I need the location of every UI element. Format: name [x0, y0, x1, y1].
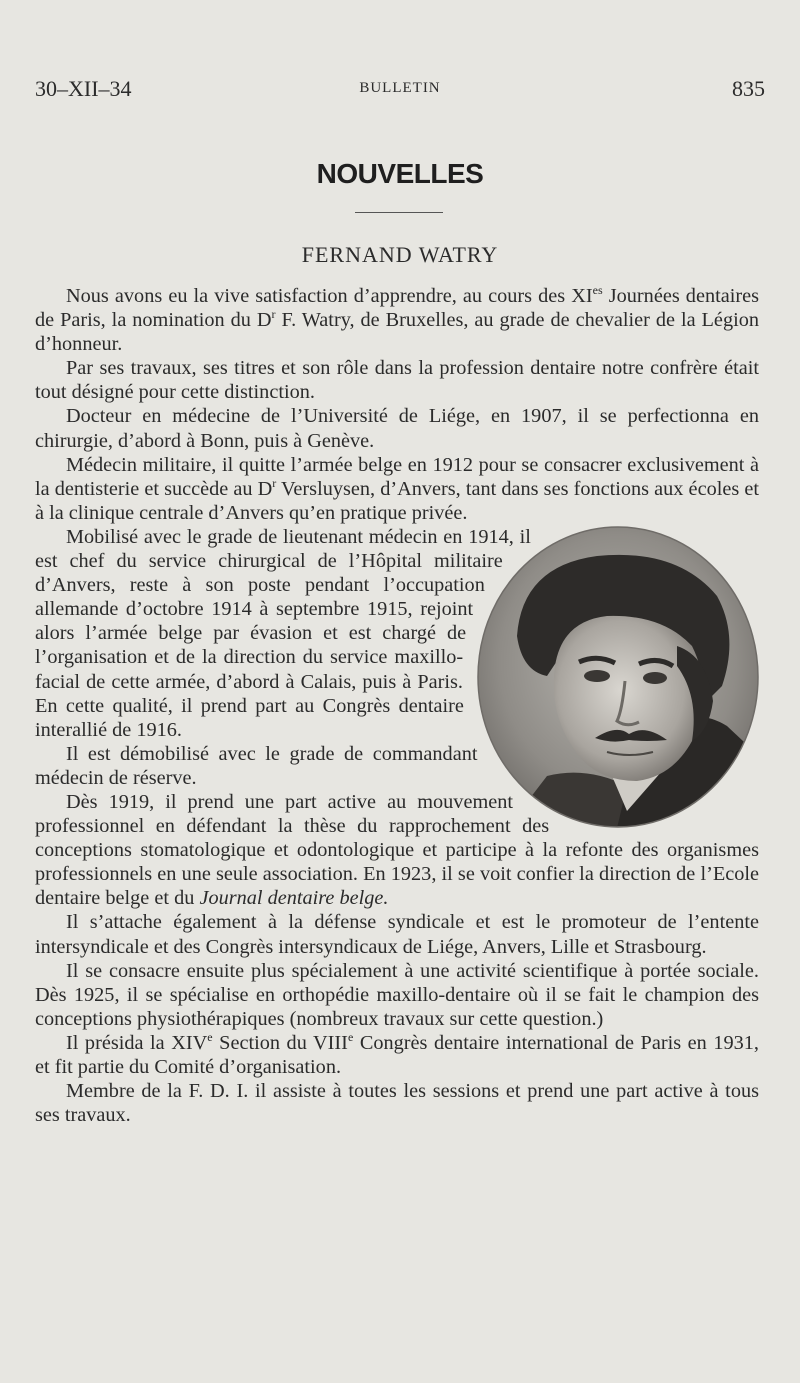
paragraph-9: Il se consacre ensuite plus spécialement à une activité scientifique à portée sociale. Dès 1925, il se spécialise en orthopédie maxillo-dentaire où il se fait le champion des conceptions physiothérapiques (nombreux travaux sur cette question.) [35, 959, 759, 1030]
running-header [35, 76, 765, 106]
article-title: FERNAND WATRY [301, 242, 499, 267]
portrait-photo [477, 526, 759, 828]
paragraph-3: Docteur en médecine de l’Université de Liége, en 1907, il se perfectionna en chirurgie, d’abord à Bonn, puis à Genève. [35, 405, 759, 452]
article-body [35, 284, 759, 1127]
paragraph-4: Médecin militaire, il quitte l’armée belge en 1912 pour se consacrer exclusivement à la dentisterie et succède au $D^r$ Versluysen, d’Anvers, tant dans ses fonctions aux écoles et à la clinique centrale d’Anvers qu’en pratique privée. [35, 453, 759, 524]
section-title: NOUVELLES [316, 158, 484, 189]
header-date: 30–XII–34 [35, 76, 132, 101]
paragraph-5: Mobilisé avec le grade de lieutenant médecin en 1914, il est chef du service chirurgical de l’Hôpital militaire d’Anvers, reste à son poste pendant l’occupation allemande d’octobre 1914 à septembre 1915, rejoint alors l’armée belge par évasion et est chargé de l’organisation et de la direction du service maxillo-facial de cette armée, d’abord à Calais, puis à Paris. En cette qualité, il prend part au Congrès dentaire interallié de 1916. [35, 525, 531, 741]
paragraph-11: Membre de la F. D. I. il assiste à toutes les sessions et prend une part active à tous ses travaux. [35, 1080, 759, 1127]
journal-title: Journal dentaire belge. [199, 887, 389, 910]
paragraph-6: Il est démobilisé avec le grade de commandant médecin de réserve. [35, 742, 478, 789]
page-number: 835 [732, 76, 765, 101]
paragraph-8: Il s’attache également à la défense syndicale et est le promoteur de l’entente intersyndicale et des Congrès intersyndicaux de Liége, Anvers, Lille et Strasbourg. [35, 911, 759, 958]
title-divider [355, 212, 443, 213]
paragraph-2: Par ses travaux, ses titres et son rôle dans la profession dentaire notre confrère était tout désigné pour cette distinction. [35, 357, 759, 404]
header-journal-name: BULLETIN [359, 80, 441, 96]
portrait-image [477, 526, 759, 828]
paragraph-1: Nous avons eu la vive satisfaction d’apprendre, au cours des $XI^{es}$ Journées dentaires de Paris, la nomination du $D^r$ F. Watry, de Bruxelles, au grade de chevalier de la Légion d’honneur. [35, 283, 760, 356]
paragraph-10: Il présida la XIVe Section du VIIIe Congrès dentaire international de Paris en 1931, et fit partie du Comité d’organisation. [35, 1029, 759, 1078]
paragraph-7: Dès 1919, il prend une part active au mouvement professionnel en défendant la thèse du rapprochement des conceptions stomatologique et odontologique et participe à la refonte des organismes professionnels en une seule association. En 1923, il se voit confier la direction de l’Ecole dentaire belge et du Journal dentaire belge. [35, 790, 759, 910]
